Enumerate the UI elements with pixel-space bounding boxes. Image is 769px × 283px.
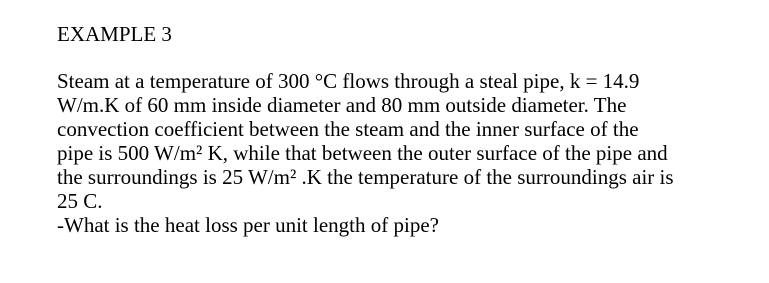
- problem-line: 25 C.: [57, 189, 103, 213]
- problem-line: pipe is 500 W/m² K, while that between the outer surface of the pipe and: [57, 141, 668, 165]
- problem-line: the surroundings is 25 W/m² .K the temperature of the surroundings air is: [57, 165, 674, 189]
- problem-line: convection coefficient between the steam and the inner surface of the: [57, 117, 639, 141]
- example-heading: EXAMPLE 3: [57, 22, 172, 46]
- problem-statement: [57, 69, 757, 237]
- problem-line: W/m.K of 60 mm inside diameter and 80 mm outside diameter. The: [57, 93, 627, 117]
- question-line: -What is the heat loss per unit length of pipe?: [57, 213, 439, 237]
- problem-line: Steam at a temperature of 300 °C flows through a steal pipe, k = 14.9: [57, 69, 640, 93]
